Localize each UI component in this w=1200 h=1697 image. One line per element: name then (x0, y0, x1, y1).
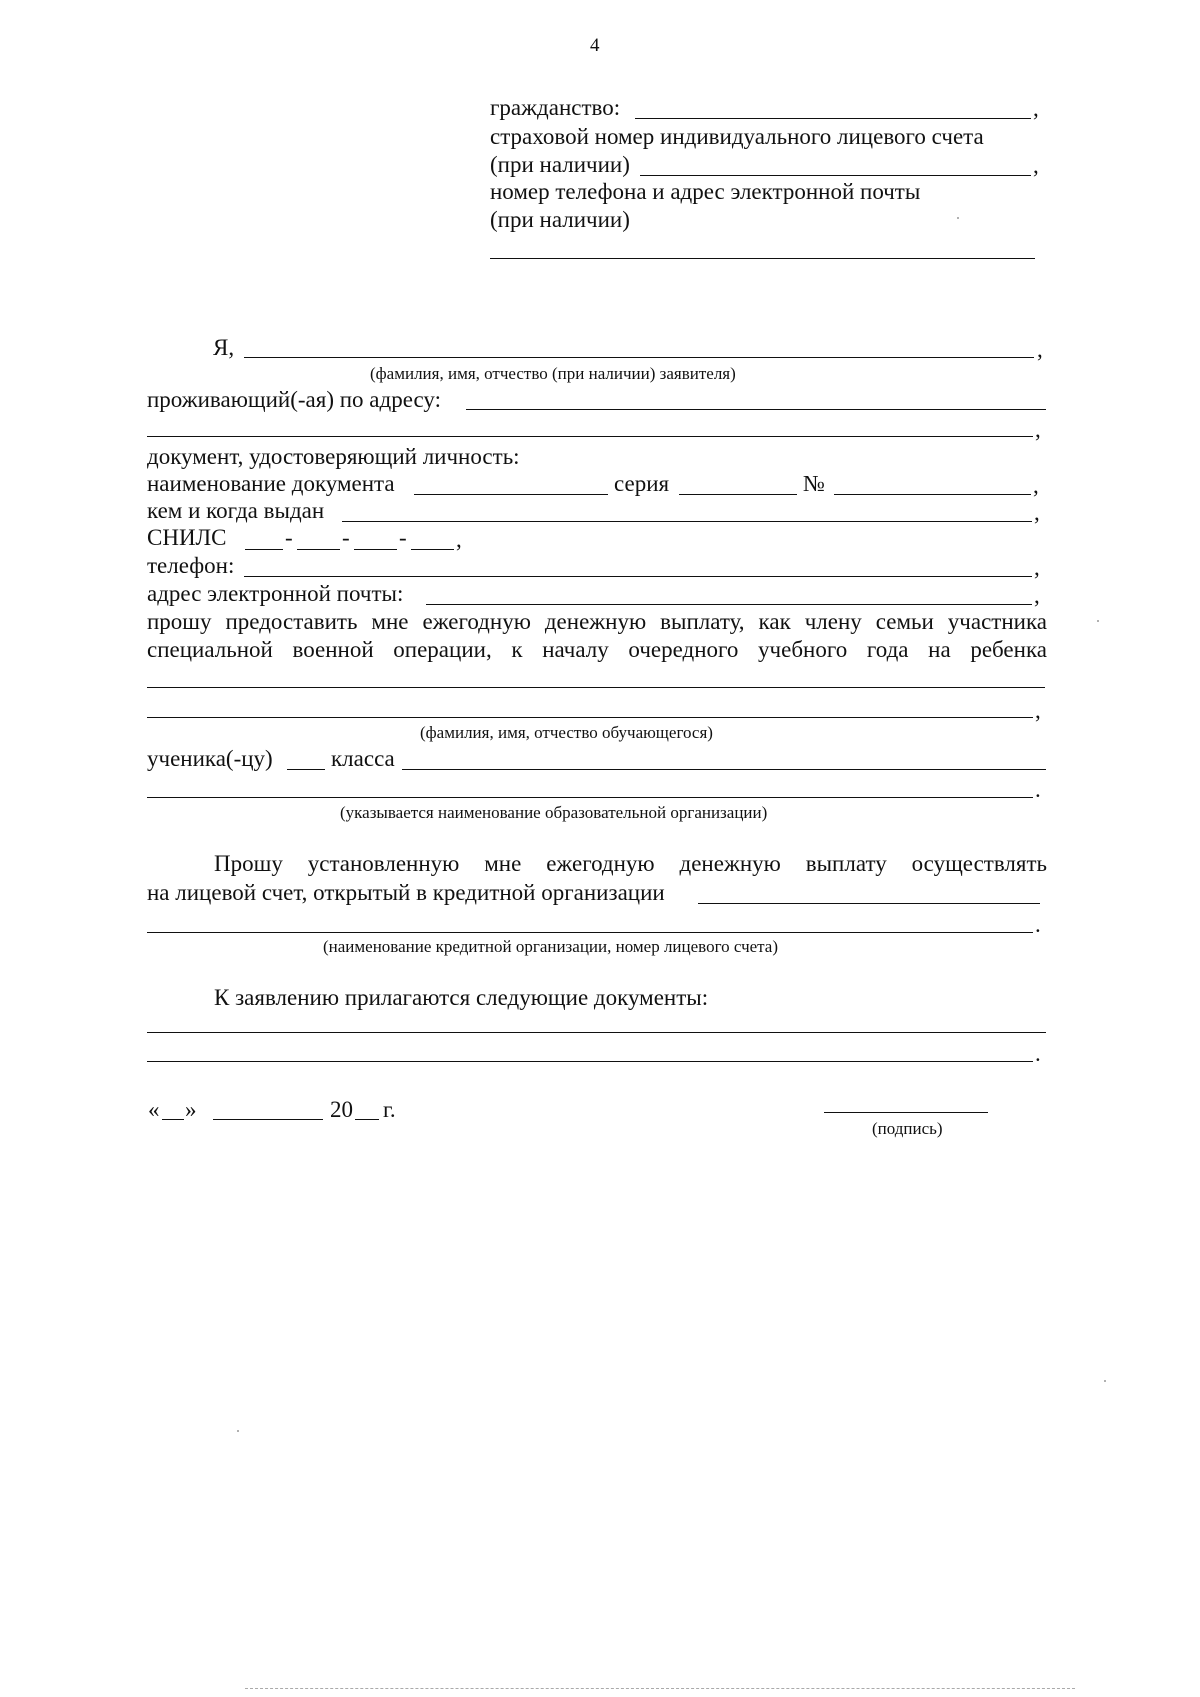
pupil-label: ученика(-цу) (147, 746, 273, 771)
ya-label: Я, (213, 335, 235, 360)
student-caption: (фамилия, имя, отчество обучающегося) (420, 723, 713, 742)
number-label: № (803, 471, 825, 496)
signature-caption: (подпись) (872, 1119, 943, 1138)
date-close-quote: » (185, 1097, 197, 1122)
date-open-quote: « (148, 1097, 160, 1122)
comma: , (1034, 583, 1040, 608)
snils-label: СНИЛС (147, 525, 227, 550)
comma: , (1033, 96, 1039, 121)
doc-name-field[interactable] (414, 494, 608, 495)
snils-dash: - (285, 525, 293, 550)
email-field[interactable] (426, 604, 1032, 605)
snils-dash: - (399, 525, 407, 550)
snils-top-field[interactable] (640, 175, 1031, 176)
email-label: адрес электронной почты: (147, 581, 404, 606)
bank-field-2[interactable] (147, 932, 1033, 933)
snils-line1: страховой номер индивидуального лицевого счета (490, 124, 984, 149)
date-year-prefix: 20 (330, 1097, 353, 1122)
period: . (1035, 777, 1041, 802)
signature-field[interactable] (824, 1112, 988, 1113)
contact-line2: (при наличии) (490, 207, 630, 232)
snils-part-3[interactable] (354, 549, 397, 550)
comma: , (1034, 500, 1040, 525)
attachments-field-2[interactable] (147, 1061, 1033, 1062)
issued-field[interactable] (342, 521, 1032, 522)
contact-line1: номер телефона и адрес электронной почты (490, 179, 921, 204)
contact-field[interactable] (490, 258, 1035, 259)
issued-label: кем и когда выдан (147, 498, 325, 523)
class-number-field[interactable] (287, 769, 325, 770)
comma: , (1035, 698, 1041, 723)
comma: , (1033, 153, 1039, 178)
scan-edge (245, 1688, 1075, 1689)
citizenship-field[interactable] (635, 118, 1031, 119)
bank-field[interactable] (698, 903, 1040, 904)
id-doc-label: документ, удостоверяющий личность: (147, 444, 520, 469)
school-field[interactable] (402, 769, 1046, 770)
period: . (1035, 1041, 1041, 1066)
page-number: 4 (590, 35, 600, 56)
snils-part-2[interactable] (297, 549, 340, 550)
comma: , (1037, 337, 1043, 362)
class-label: класса (331, 746, 395, 771)
child-fio-field[interactable] (147, 687, 1045, 688)
snils-dash: - (342, 525, 350, 550)
series-label: серия (614, 471, 670, 496)
attachments-field-1[interactable] (147, 1032, 1046, 1033)
snils-part-1[interactable] (245, 549, 283, 550)
scan-speck (237, 1430, 239, 1432)
phone-field[interactable] (244, 576, 1032, 577)
child-fio-field-2[interactable] (147, 717, 1033, 718)
address-field-2[interactable] (147, 436, 1033, 437)
comma: , (1034, 555, 1040, 580)
snils-line2: (при наличии) (490, 152, 630, 177)
address-label: проживающий(-ая) по адресу: (147, 387, 441, 412)
date-year-suffix: г. (383, 1097, 396, 1122)
comma: , (456, 527, 462, 552)
scan-speck (1097, 620, 1099, 622)
scan-speck (957, 217, 959, 219)
org-caption: (указывается наименование образовательной организации) (340, 803, 768, 822)
fio-caption: (фамилия, имя, отчество (при наличии) заявителя) (370, 364, 736, 383)
number-field[interactable] (834, 494, 1031, 495)
comma: , (1033, 473, 1039, 498)
applicant-fio-field[interactable] (244, 357, 1034, 358)
series-field[interactable] (679, 494, 797, 495)
attachments-label: К заявлению прилагаются следующие документы: (214, 985, 709, 1010)
date-month-field[interactable] (213, 1119, 323, 1120)
comma: , (1035, 417, 1041, 442)
period: . (1035, 912, 1041, 937)
school-field-2[interactable] (147, 797, 1033, 798)
bank-caption: (наименование кредитной организации, номер лицевого счета) (323, 937, 779, 956)
address-field[interactable] (466, 409, 1046, 410)
phone-label: телефон: (147, 553, 235, 578)
snils-part-4[interactable] (411, 549, 454, 550)
citizenship-label: гражданство: (490, 95, 621, 120)
request-line1: прошу предоставить мне ежегодную денежную выплату, как члену семьи участника (147, 609, 1047, 634)
request-line2: специальной военной операции, к началу очередного учебного года на ребенка (147, 637, 1047, 662)
payment-line2: на лицевой счет, открытый в кредитной организации (147, 880, 665, 905)
date-year-field[interactable] (355, 1119, 379, 1120)
payment-line1: Прошу установленную мне ежегодную денежную выплату осуществлять (214, 851, 1047, 876)
date-day-field[interactable] (162, 1119, 184, 1120)
scan-speck (1104, 1380, 1106, 1382)
doc-name-label: наименование документа (147, 471, 395, 496)
